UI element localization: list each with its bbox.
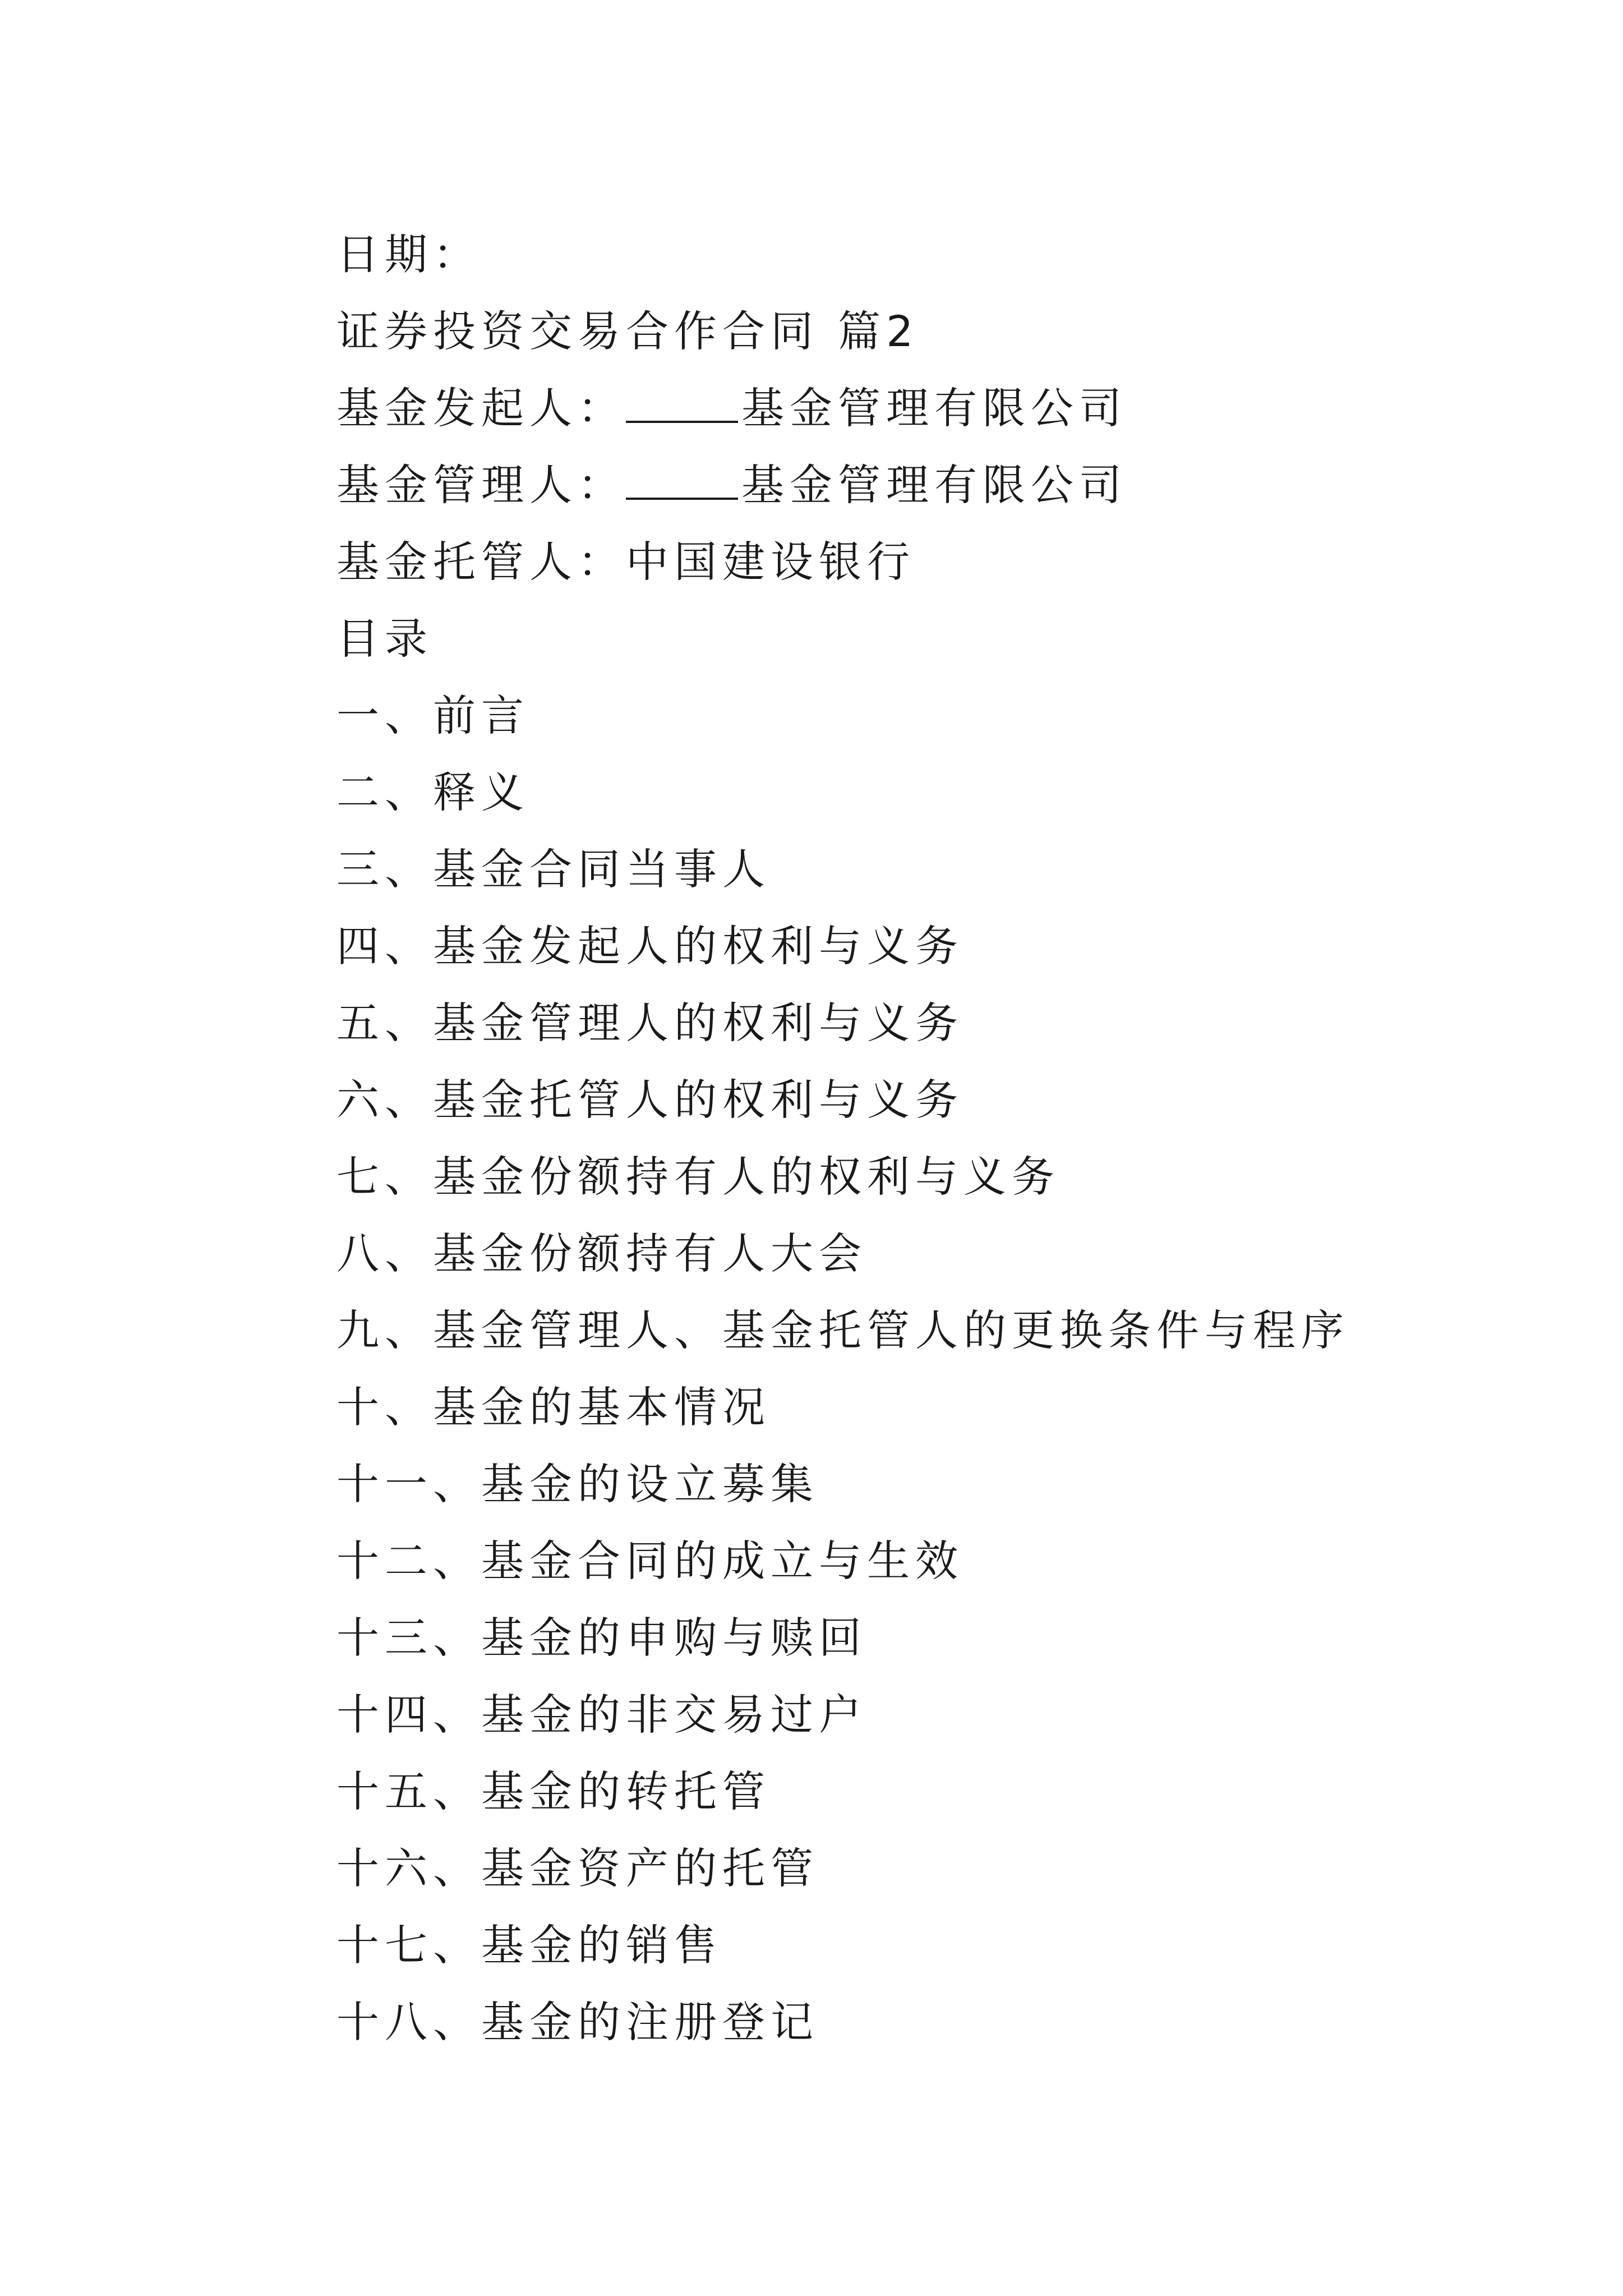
toc-item: 四、基金发起人的权利与义务 bbox=[336, 921, 963, 971]
custodian-label: 基金托管人： bbox=[336, 537, 626, 587]
toc-item: 三、基金合同当事人 bbox=[336, 844, 771, 894]
sponsor-value: 基金管理有限公司 bbox=[741, 383, 1127, 433]
toc-item: 十七、基金的销售 bbox=[336, 1920, 722, 1970]
sponsor-blank bbox=[626, 378, 738, 423]
manager-value: 基金管理有限公司 bbox=[741, 460, 1127, 510]
toc-item: 十八、基金的注册登记 bbox=[336, 1997, 819, 2047]
toc-item: 八、基金份额持有人大会 bbox=[336, 1228, 867, 1278]
toc-item: 十四、基金的非交易过户 bbox=[336, 1690, 867, 1740]
document-body bbox=[336, 216, 1458, 2060]
sponsor-line bbox=[336, 370, 1458, 447]
manager-label: 基金管理人： bbox=[336, 460, 626, 510]
toc-item: 十六、基金资产的托管 bbox=[336, 1843, 819, 1893]
toc-heading: 目录 bbox=[336, 614, 433, 664]
toc-item: 九、基金管理人、基金托管人的更换条件与程序 bbox=[336, 1305, 1349, 1355]
toc-item: 七、基金份额持有人的权利与义务 bbox=[336, 1152, 1060, 1202]
document-title: 证券投资交易合作合同 篇2 bbox=[336, 306, 919, 356]
toc-item: 十二、基金合同的成立与生效 bbox=[336, 1536, 963, 1586]
toc-item: 二、释义 bbox=[336, 767, 529, 817]
toc-list bbox=[336, 677, 1458, 2060]
toc-item: 一、前言 bbox=[336, 691, 529, 740]
manager-line bbox=[336, 447, 1458, 523]
toc-item: 十三、基金的申购与赎回 bbox=[336, 1613, 867, 1663]
toc-item: 十、基金的基本情况 bbox=[336, 1382, 771, 1432]
toc-item: 六、基金托管人的权利与义务 bbox=[336, 1075, 963, 1125]
custodian-line bbox=[336, 523, 1458, 600]
toc-item: 十一、基金的设立募集 bbox=[336, 1459, 819, 1509]
sponsor-label: 基金发起人： bbox=[336, 383, 626, 433]
custodian-value: 中国建设银行 bbox=[626, 537, 915, 587]
date-label: 日期： bbox=[336, 229, 481, 279]
toc-item: 十五、基金的转托管 bbox=[336, 1766, 771, 1816]
toc-item: 五、基金管理人的权利与义务 bbox=[336, 998, 963, 1048]
manager-blank bbox=[626, 455, 738, 500]
